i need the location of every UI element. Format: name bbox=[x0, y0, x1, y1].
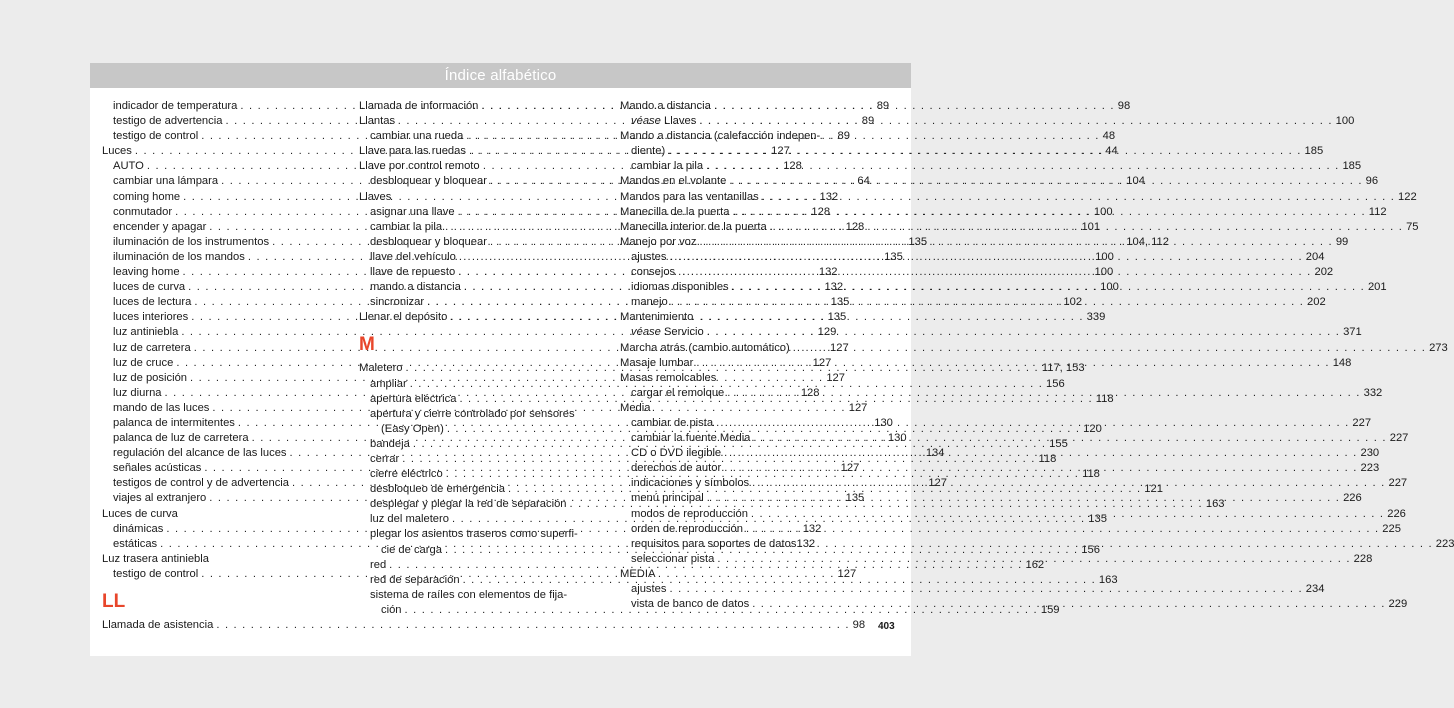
section-letter: M bbox=[359, 334, 375, 356]
index-entry: Manecilla de la puerta . . . 112 bbox=[620, 205, 860, 220]
index-heading: MEDIA bbox=[620, 567, 656, 580]
index-entry: señales acústicas . . . 127 bbox=[102, 461, 328, 476]
index-entry: véase Servicio . . . 371 bbox=[620, 325, 860, 340]
index-entry: Manecilla interior de la puerta . . . 75 bbox=[620, 220, 860, 235]
index-entry: cierre eléctrico . . . 118 bbox=[359, 467, 601, 482]
index-entry: Llamada de información . . . 98 bbox=[359, 99, 601, 114]
index-entry: estáticas . . . 132 bbox=[102, 537, 328, 552]
index-entry: conmutador . . . 128 bbox=[102, 205, 328, 220]
index-entry: red de separación . . . 163 bbox=[359, 573, 601, 588]
index-entry: dinámicas . . . 132 bbox=[102, 522, 328, 537]
index-entry: cambiar la pila . . . 185 bbox=[620, 159, 860, 174]
index-entry: viajes al extranjero . . . 135 bbox=[102, 491, 328, 506]
index-heading: Mando a distancia bbox=[620, 100, 711, 112]
index-heading: Llave por control remoto bbox=[359, 160, 480, 173]
index-entry: luz del maletero . . . 135 bbox=[359, 512, 601, 527]
index-entry: llave del vehículo . . . 100 bbox=[359, 250, 601, 265]
index-entry: testigo de control . . . 127 bbox=[102, 567, 328, 582]
index-entry: testigos de control y de advertencia . . . 127 bbox=[102, 476, 328, 491]
index-entry: palanca de intermitentes . . . 130 bbox=[102, 416, 328, 431]
index-entry: iluminación de los mandos . . . 135 bbox=[102, 250, 328, 265]
index-entry: idiomas disponibles . . . 201 bbox=[620, 280, 860, 295]
index-entry: Mandos en el volante . . . 96 bbox=[620, 174, 860, 189]
index-entry: asignar una llave . . . 100 bbox=[359, 205, 601, 220]
index-entry: luces de lectura . . . 135 bbox=[102, 295, 328, 310]
index-entry: desbloquear y bloquear . . . 104, 112 bbox=[359, 235, 601, 250]
index-entry: red . . . 162 bbox=[359, 558, 601, 573]
index-entry: indicador de temperatura . . . 89 bbox=[102, 99, 328, 114]
index-entry: cambiar una lámpara . . . 64 bbox=[102, 174, 328, 189]
index-entry: (Easy Open) . . . 120 bbox=[359, 422, 601, 437]
index-entry: AUTO . . . 128 bbox=[102, 159, 328, 174]
see-also-label: véase bbox=[631, 326, 661, 339]
index-entry: ajustes . . . 234 bbox=[620, 582, 860, 597]
index-entry: desbloqueo de emergencia . . . 121 bbox=[359, 482, 601, 497]
index-entry: Llave para las ruedas . . . 44 bbox=[359, 144, 601, 159]
index-entry: leaving home . . . 132 bbox=[102, 265, 328, 280]
index-entry: testigo de advertencia . . . 89 bbox=[102, 114, 328, 129]
index-entry: cerrar . . . 118 bbox=[359, 452, 601, 467]
index-entry: luz antiniebla . . . 129 bbox=[102, 325, 328, 340]
index-entry: véase Llaves . . . 100 bbox=[620, 114, 860, 129]
index-entry: Maletero . . . 117, 153 bbox=[359, 361, 601, 376]
index-entry: consejos . . . 202 bbox=[620, 265, 860, 280]
index-entry: encender y apagar . . . 128 bbox=[102, 220, 328, 235]
index-entry: cambiar una rueda . . . 48 bbox=[359, 129, 601, 144]
index-heading: Luces de curva bbox=[102, 507, 178, 520]
index-entry: regulación del alcance de las luces . . . 134 bbox=[102, 446, 328, 461]
index-entry: ajustes . . . 204 bbox=[620, 250, 860, 265]
index-entry: luces de curva . . . 132 bbox=[102, 280, 328, 295]
index-entry: desbloquear y bloquear . . . 104 bbox=[359, 174, 601, 189]
index-entry: bandeja . . . 155 bbox=[359, 437, 601, 452]
index-entry: seleccionar pista . . . 228 bbox=[620, 552, 860, 567]
index-entry: menú principal . . . 226 bbox=[620, 491, 860, 506]
index-entry: vista de banco de datos . . . 229 bbox=[620, 597, 860, 612]
index-entry: Luces . . . 127 bbox=[102, 144, 328, 159]
index-heading: apertura y cierre controlado por sensores bbox=[370, 407, 575, 420]
index-entry: requisitos para soportes de datos . . . 223 bbox=[620, 537, 860, 552]
index-entry: sincronizar . . . 102 bbox=[359, 295, 601, 310]
section-letter: LL bbox=[102, 591, 126, 612]
index-heading: Llantas bbox=[359, 115, 396, 128]
index-entry: mando de las luces . . . 127 bbox=[102, 401, 328, 416]
index-entry: Manejo por voz . . . 99 bbox=[620, 235, 860, 250]
index-entry: cie de carga . . . 156 bbox=[359, 543, 601, 558]
index-entry: luz de carretera . . . 127 bbox=[102, 341, 328, 356]
index-entry: luz de cruce . . . 127 bbox=[102, 356, 328, 371]
index-entry: Mandos para las ventanillas . . . 122 bbox=[620, 190, 860, 205]
index-heading: Masas remolcables bbox=[620, 371, 717, 384]
index-entry: mando a distancia . . . 100 bbox=[359, 280, 601, 295]
index-entry: cambiar la pila . . . 101 bbox=[359, 220, 601, 235]
index-entry: cambiar de pista . . . 227 bbox=[620, 416, 860, 431]
index-entry: luz diurna . . . 128 bbox=[102, 386, 328, 401]
index-heading: Llaves bbox=[359, 190, 392, 203]
index-entry: ción . . . 159 bbox=[359, 603, 601, 618]
index-entry: luces interiores . . . 135 bbox=[102, 310, 328, 325]
index-entry: iluminación de los instrumentos . . . 135 bbox=[102, 235, 328, 250]
page-number: 403 bbox=[878, 621, 895, 632]
index-heading: sistema de raíles con elementos de fija- bbox=[370, 588, 568, 601]
index-heading: Media bbox=[620, 401, 651, 414]
index-entry: diente) . . . 185 bbox=[620, 144, 860, 159]
index-heading: Mantenimiento bbox=[620, 311, 694, 324]
index-entry: Llenar el depósito . . . 339 bbox=[359, 310, 601, 325]
index-heading: plegar los asientos traseros como superfi- bbox=[370, 528, 578, 541]
index-entry: desplegar y plegar la red de separación . . . 163 bbox=[359, 497, 601, 512]
index-entry: apertura eléctrica . . . 118 bbox=[359, 392, 601, 407]
index-entry: modos de reproducción . . . 226 bbox=[620, 507, 860, 522]
index-entry: cambiar la fuente Media . . . 227 bbox=[620, 431, 860, 446]
index-entry: ampliar . . . 156 bbox=[359, 377, 601, 392]
index-entry: derechos de autor . . . 223 bbox=[620, 461, 860, 476]
index-heading: Luz trasera antiniebla bbox=[102, 552, 209, 565]
index-entry: orden de reproducción . . . 225 bbox=[620, 522, 860, 537]
index-entry: CD o DVD ilegible . . . 230 bbox=[620, 446, 860, 461]
index-entry: cargar el remolque . . . 332 bbox=[620, 386, 860, 401]
index-entry: Marcha atrás (cambio automático) . . . 273 bbox=[620, 341, 860, 356]
index-entry: testigo de control . . . 89 bbox=[102, 129, 328, 144]
see-also-label: véase bbox=[631, 115, 661, 128]
index-entry: Masaje lumbar . . . 148 bbox=[620, 356, 860, 371]
index-entry: coming home . . . 132 bbox=[102, 190, 328, 205]
index-entry: luz de posición . . . 127 bbox=[102, 371, 328, 386]
index-entry: llave de repuesto . . . 100 bbox=[359, 265, 601, 280]
index-heading: Mando a distancia (calefacción indepen- bbox=[620, 130, 821, 143]
index-entry: palanca de luz de carretera . . . 130 bbox=[102, 431, 328, 446]
section-header: Índice alfabético bbox=[90, 63, 911, 88]
index-entry: manejo . . . 202 bbox=[620, 295, 860, 310]
index-entry: Llamada de asistencia . . . 98 bbox=[102, 618, 328, 633]
index-entry: indicaciones y símbolos . . . 227 bbox=[620, 476, 860, 491]
